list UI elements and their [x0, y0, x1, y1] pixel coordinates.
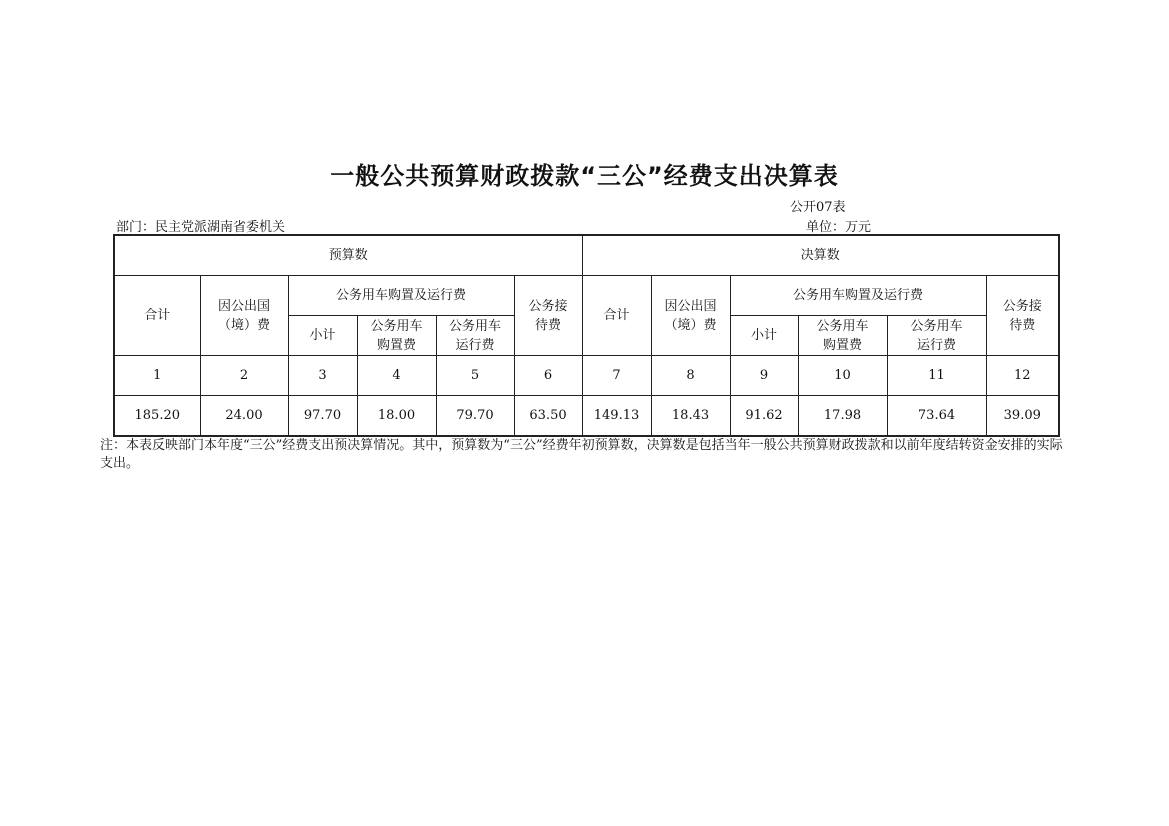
value-cell: 79.70: [436, 396, 514, 437]
value-cell: 63.50: [514, 396, 582, 437]
department-label: 部门：民主党派湖南省委机关: [116, 220, 286, 235]
header-subtotal-final: 小计: [730, 316, 798, 356]
header-budget: 预算数: [114, 235, 582, 276]
value-cell: 97.70: [288, 396, 357, 437]
col-number: 8: [651, 356, 730, 396]
value-cell: 39.09: [986, 396, 1059, 437]
header-total-final: 合计: [582, 276, 651, 356]
header-reception-final: 公务接 待费: [986, 276, 1059, 356]
value-cell: 24.00: [200, 396, 288, 437]
value-cell: 185.20: [114, 396, 200, 437]
header-abroad-budget: 因公出国 （境）费: [200, 276, 288, 356]
col-number: 9: [730, 356, 798, 396]
value-cell: 18.43: [651, 396, 730, 437]
header-abroad-final: 因公出国 （境）费: [651, 276, 730, 356]
header-final: 决算数: [582, 235, 1059, 276]
value-cell: 149.13: [582, 396, 651, 437]
header-reception-budget: 公务接 待费: [514, 276, 582, 356]
header-purchase-budget: 公务用车 购置费: [357, 316, 436, 356]
value-cell: 73.64: [887, 396, 986, 437]
header-running-final: 公务用车 运行费: [887, 316, 986, 356]
header-row-groups: [114, 235, 1059, 276]
header-total-budget: 合计: [114, 276, 200, 356]
header-purchase-final: 公务用车 购置费: [798, 316, 887, 356]
column-number-row: [114, 356, 1059, 396]
col-number: 7: [582, 356, 651, 396]
header-vehicle-final: 公务用车购置及运行费: [730, 276, 986, 316]
header-row-columns: [114, 276, 1059, 316]
form-number: 公开07表: [790, 200, 846, 215]
col-number: 6: [514, 356, 582, 396]
unit-label: 单位：万元: [806, 220, 872, 235]
page-title: 一般公共预算财政拨款“三公”经费支出决算表: [330, 162, 839, 190]
value-cell: 18.00: [357, 396, 436, 437]
value-cell: 17.98: [798, 396, 887, 437]
header-running-budget: 公务用车 运行费: [436, 316, 514, 356]
col-number: 2: [200, 356, 288, 396]
value-row: [114, 396, 1059, 437]
col-number: 4: [357, 356, 436, 396]
header-vehicle-budget: 公务用车购置及运行费: [288, 276, 514, 316]
col-number: 12: [986, 356, 1059, 396]
footnote: 注：本表反映部门本年度“三公”经费支出预决算情况。其中，预算数为“三公”经费年初预算数，决算数是包括当年一般公共预算财政拨款和以前年度结转资金安排的实际支出。: [100, 438, 1063, 471]
col-number: 10: [798, 356, 887, 396]
col-number: 11: [887, 356, 986, 396]
col-number: 1: [114, 356, 200, 396]
col-number: 3: [288, 356, 357, 396]
header-subtotal-budget: 小计: [288, 316, 357, 356]
expenditure-table: [113, 234, 1060, 437]
value-cell: 91.62: [730, 396, 798, 437]
col-number: 5: [436, 356, 514, 396]
